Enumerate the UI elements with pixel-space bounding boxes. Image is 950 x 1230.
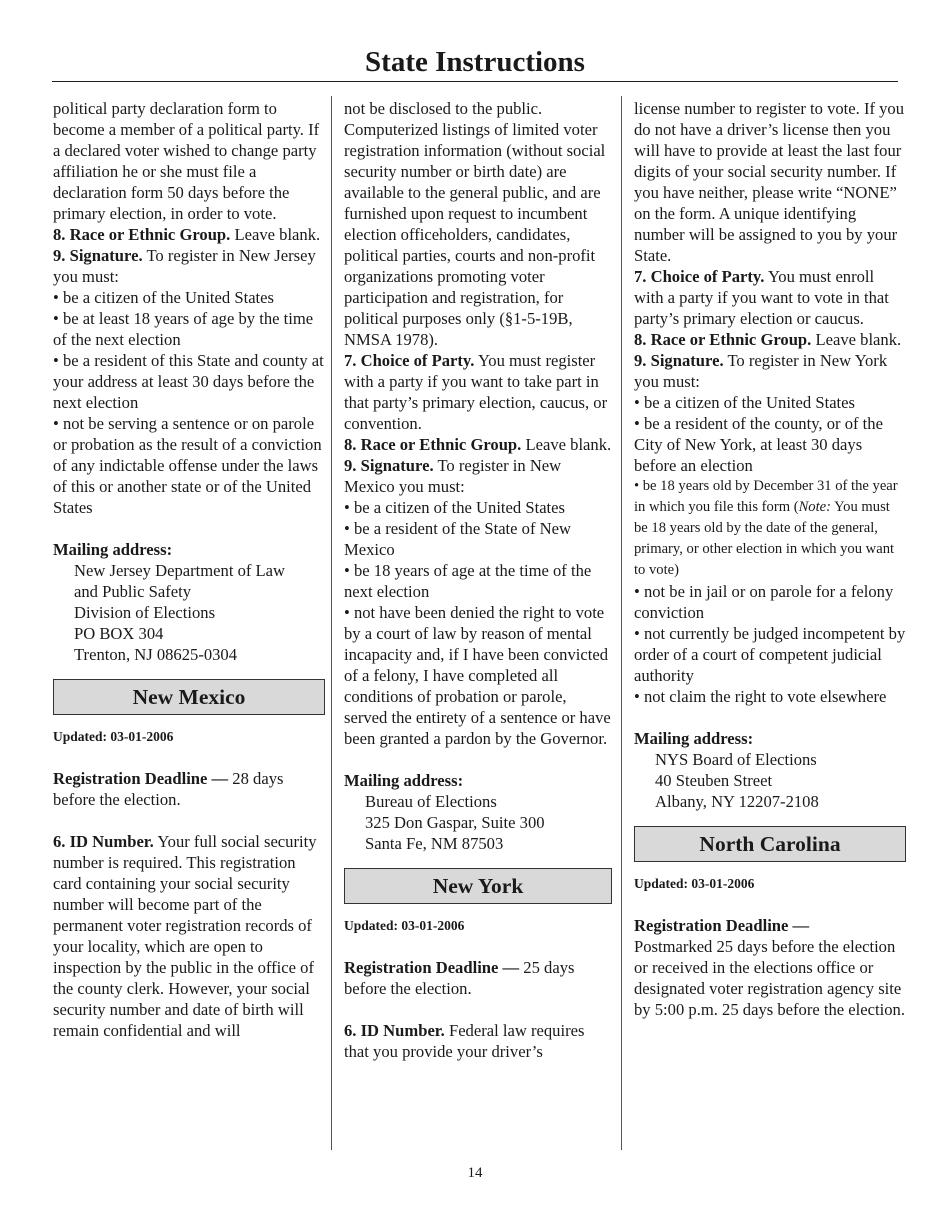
race-item: 8. Race or Ethnic Group. Leave blank. — [634, 330, 902, 349]
list-item: • be a citizen of the United States — [634, 393, 855, 412]
state-heading-new-york: New York — [344, 868, 612, 904]
list-item: • be a citizen of the United States — [344, 498, 565, 517]
mailing-address: New Jersey Department of Law and Public Safety Division of Elections PO BOX 304 Trenton, NJ 08625-0304 — [74, 561, 286, 664]
registration-deadline: Postmarked 25 days before the election or received in the elections office or designated voter registration agency site by 5:00 p.m. 25 days before the election. — [634, 937, 905, 1019]
signature-item: 9. Signature. To register in New Jersey you must: — [53, 246, 316, 286]
column-divider — [331, 96, 332, 1150]
race-item: 8. Race or Ethnic Group. Leave blank. — [53, 225, 321, 244]
mailing-address-label: Mailing address: — [634, 729, 754, 748]
list-item: • be a resident of the State of New Mexico — [344, 519, 571, 559]
list-item: • not claim the right to vote elsewhere — [634, 687, 887, 706]
list-item: • be a resident of the county, or of the City of New York, at least 30 days before an election — [634, 414, 883, 475]
state-heading-new-mexico: New Mexico — [53, 679, 325, 715]
column-1 — [53, 98, 325, 1041]
registration-deadline-label: Registration Deadline — — [634, 916, 810, 935]
registration-deadline: Registration Deadline — 28 days before the election. — [53, 769, 284, 809]
column-2 — [344, 98, 612, 1062]
mailing-address: Bureau of Elections 325 Don Gaspar, Suite 300 Santa Fe, NM 87503 — [365, 792, 545, 853]
party-item: 7. Choice of Party. You must enroll with a party if you want to vote in that party’s primary election or caucus. — [634, 267, 889, 328]
race-item: 8. Race or Ethnic Group. Leave blank. — [344, 435, 612, 454]
signature-item: 9. Signature. To register in New York you must: — [634, 351, 888, 391]
paragraph: political party declaration form to become a member of a political party. If a declared voter wished to change party affiliation he or she must file a declaration form 50 days before the primary election, in order to vote. — [53, 99, 320, 223]
list-item: • be 18 years of age at the time of the next election — [344, 561, 592, 601]
state-heading-north-carolina: North Carolina — [634, 826, 906, 862]
column-3 — [634, 98, 906, 1020]
column-divider — [621, 96, 622, 1150]
mailing-address: NYS Board of Elections 40 Steuben Street Albany, NY 12207-2108 — [655, 750, 819, 811]
mailing-address-label: Mailing address: — [344, 771, 464, 790]
list-item: • be at least 18 years of age by the time of the next election — [53, 309, 314, 349]
signature-item: 9. Signature. To register in New Mexico you must: — [344, 456, 562, 496]
paragraph: license number to register to vote. If you do not have a driver’s license then you will have to provide at least the last four digits of your social security number. If you have neither, please write “NONE” on the form. A unique identifying number will be assigned to you by your State. — [634, 99, 905, 265]
list-item: • not be serving a sentence or on parole or probation as the result of a conviction of any indictable offense under the laws of this or another state or of the United States — [53, 414, 322, 517]
mailing-address-label: Mailing address: — [53, 540, 173, 559]
list-item: • not have been denied the right to vote by a court of law by reason of mental incapacity and, if I have been convicted of a felony, I have completed all conditions of probation or parole, served the entirety of a sentence or have been granted a pardon by the Governor. — [344, 603, 611, 748]
page-number: 14 — [467, 1165, 483, 1181]
registration-deadline: Registration Deadline — 25 days before the election. — [344, 958, 575, 998]
updated-date: Updated: 03-01-2006 — [53, 729, 174, 744]
paragraph: not be disclosed to the public. Computerized listings of limited voter registration information (without social security number or birth date) are available to the general public, and are furnished upon request to incumbent election officeholders, candidates, political parties, courts and non-profit organizations promoting voter participation and registration, for political purposes only (§1-5-19B, NMSA 1978). — [344, 99, 606, 349]
list-item: • be a citizen of the United States — [53, 288, 274, 307]
id-number-item: 6. ID Number. Your full social security number is required. This registration card containing your social security number will become part of the permanent voter registration records of your locality, which are open to inspection by the public in the office of the county clerk. However, your social security number and date of birth will remain confidential and will — [53, 832, 317, 1040]
title-rule — [52, 81, 898, 82]
updated-date: Updated: 03-01-2006 — [344, 918, 465, 933]
updated-date: Updated: 03-01-2006 — [634, 876, 755, 891]
party-item: 7. Choice of Party. You must register with a party if you want to take part in that party’s primary election, caucus, or convention. — [344, 351, 608, 433]
id-number-item: 6. ID Number. Federal law requires that you provide your driver’s — [344, 1021, 585, 1061]
page-title: State Instructions — [365, 46, 585, 78]
list-item: • be 18 years old by December 31 of the year in which you file this form (Note: You must be 18 years old by the date of the general, primary, or other election in which you want to vote) — [634, 478, 898, 578]
list-item: • be a resident of this State and county at your address at least 30 days before the next election — [53, 351, 324, 412]
list-item: • not currently be judged incompetent by order of a court of competent judicial authority — [634, 624, 906, 685]
list-item: • not be in jail or on parole for a felony conviction — [634, 582, 894, 622]
